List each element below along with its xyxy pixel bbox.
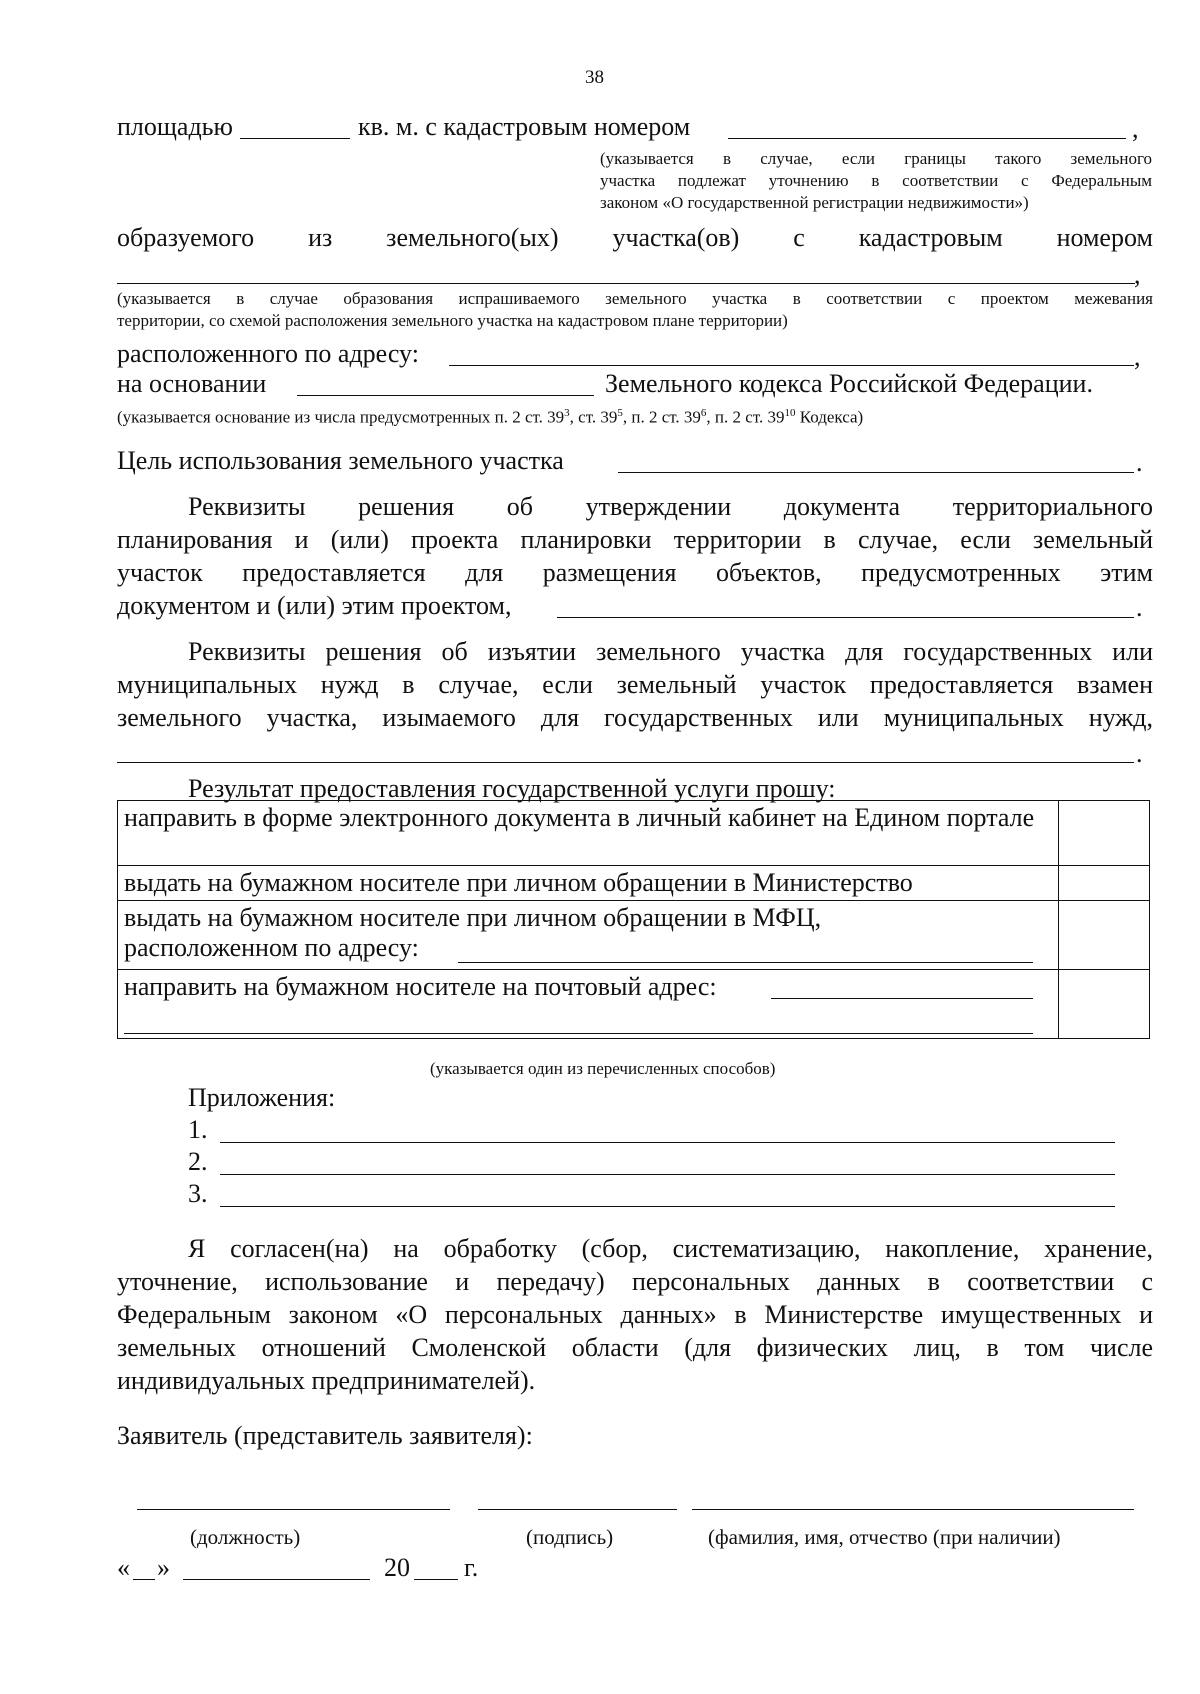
word: кадастровым bbox=[858, 223, 1003, 252]
withdrawal-paragraph-line: муниципальных нужд в случае, если земельный участок предоставляется взамен bbox=[117, 670, 1153, 699]
cadastral-number-field[interactable] bbox=[728, 138, 1126, 139]
withdrawal-details-field[interactable] bbox=[117, 762, 1134, 763]
address-field[interactable] bbox=[449, 365, 1134, 366]
position-caption: (должность) bbox=[190, 1525, 301, 1549]
word: номером bbox=[1056, 223, 1153, 252]
result-heading: Результат предоставления государственной услуги прошу: bbox=[188, 774, 836, 803]
table-row bbox=[118, 866, 1150, 901]
table-row bbox=[118, 970, 1150, 1039]
attachment-field[interactable] bbox=[220, 1206, 1115, 1207]
purpose-field[interactable] bbox=[618, 472, 1134, 473]
dot: . bbox=[1136, 448, 1143, 477]
cadastral-label: кв. м. с кадастровым номером bbox=[358, 112, 691, 141]
signature-caption: (подпись) bbox=[526, 1525, 614, 1549]
planning-paragraph-line: участок предоставляется для размещения объектов, предусмотренных этим bbox=[117, 558, 1153, 587]
formed-from-line bbox=[117, 222, 1153, 254]
consent-line: Федеральным законом «О персональных данных» в Министерстве имущественных и bbox=[117, 1300, 1153, 1329]
applicant-label: Заявитель (представитель заявителя): bbox=[117, 1421, 533, 1450]
option-label: расположенном по адресу: bbox=[124, 933, 419, 962]
day-field[interactable] bbox=[133, 1579, 155, 1580]
table-row bbox=[118, 801, 1150, 866]
area-label: площадью bbox=[117, 112, 233, 141]
consent-line: земельных отношений Смоленской области (для физических лиц, в том числе bbox=[117, 1333, 1153, 1362]
attachment-number: 3. bbox=[188, 1179, 208, 1208]
option-mail bbox=[118, 970, 1059, 1039]
comma: , bbox=[1134, 260, 1141, 289]
address-label: расположенного по адресу: bbox=[117, 339, 419, 368]
word: с bbox=[793, 223, 805, 252]
table-row bbox=[118, 901, 1150, 970]
attachment-number: 1. bbox=[188, 1115, 208, 1144]
option-ministry bbox=[118, 866, 1059, 901]
planning-paragraph-line: планирования и (или) проекта планировки территории в случае, если земельный bbox=[117, 525, 1153, 554]
full-name-caption: (фамилия, имя, отчество (при наличии) bbox=[708, 1525, 1061, 1549]
dot: . bbox=[1136, 593, 1143, 622]
withdrawal-paragraph-line: земельного участка, изымаемого для государственных или муниципальных нужд, bbox=[117, 703, 1153, 732]
basis-suffix: Земельного кодекса Российской Федерации. bbox=[605, 369, 1093, 398]
date-close-quote: » bbox=[157, 1553, 170, 1582]
planning-paragraph-line: Реквизиты решения об утверждении документа территориального bbox=[188, 492, 1153, 521]
mail-address-field-2[interactable] bbox=[124, 1033, 1033, 1034]
basis-field[interactable] bbox=[297, 395, 594, 396]
option-electronic-checkbox[interactable] bbox=[1059, 801, 1150, 866]
word: из bbox=[308, 223, 333, 252]
word: земельного(ых) bbox=[386, 223, 559, 252]
option-label: выдать на бумажном носителе при личном обращении в Министерство bbox=[124, 868, 913, 897]
consent-line: уточнение, использование и передачу) персональных данных в соответствии с bbox=[117, 1267, 1153, 1296]
withdrawal-paragraph-line: Реквизиты решения об изъятии земельного участка для государственных или bbox=[188, 637, 1153, 666]
full-name-field[interactable] bbox=[692, 1509, 1134, 1510]
planning-paragraph-line: документом и (или) этим проектом, bbox=[117, 591, 512, 620]
option-mfc bbox=[118, 901, 1059, 970]
year-suffix: г. bbox=[464, 1553, 479, 1582]
date-open-quote: « bbox=[117, 1553, 130, 1582]
basis-note: (указывается основание из числа предусмотренных п. 2 ст. $39^3$, ст. $39^5$, п. 2 ст. $39^6$, п. 2 ст. $39^{10}$ Кодекса) bbox=[117, 407, 864, 427]
attachments-heading: Приложения: bbox=[188, 1083, 336, 1112]
attachment-field[interactable] bbox=[220, 1174, 1115, 1175]
basis-label: на основании bbox=[117, 369, 267, 398]
word: участка(ов) bbox=[612, 223, 740, 252]
option-label: направить в форме электронного документа в личный кабинет на Едином портале bbox=[124, 803, 1035, 832]
attachment-field[interactable] bbox=[220, 1142, 1115, 1143]
year-prefix: 20 bbox=[384, 1553, 410, 1582]
comma: , bbox=[1132, 114, 1139, 143]
cadastral-note-3: законом «О государственной регистрации недвижимости») bbox=[600, 193, 1029, 212]
area-field[interactable] bbox=[240, 138, 350, 139]
mfc-address-field[interactable] bbox=[458, 962, 1033, 963]
option-label: выдать на бумажном носителе при личном обращении в МФЦ, bbox=[124, 903, 822, 932]
page-number: 38 bbox=[585, 67, 604, 88]
source-parcel-field[interactable] bbox=[117, 283, 1135, 284]
word: образуемого bbox=[117, 223, 255, 252]
mail-address-field[interactable] bbox=[771, 998, 1033, 999]
cadastral-note-1: (указывается в случае, если границы такого земельного bbox=[600, 149, 1152, 168]
formed-note-1: (указывается в случае образования испрашиваемого земельного участка в соответствии с проектом межевания bbox=[117, 289, 1153, 308]
result-note: (указывается один из перечисленных способов) bbox=[430, 1059, 776, 1078]
option-electronic bbox=[118, 801, 1059, 866]
signature-field[interactable] bbox=[478, 1509, 677, 1510]
option-mfc-checkbox[interactable] bbox=[1059, 901, 1150, 970]
consent-line: Я согласен(на) на обработку (сбор, систематизацию, накопление, хранение, bbox=[188, 1234, 1153, 1263]
cadastral-note-2: участка подлежат уточнению в соответствии с Федеральным bbox=[600, 171, 1152, 190]
month-field[interactable] bbox=[183, 1579, 370, 1580]
option-ministry-checkbox[interactable] bbox=[1059, 866, 1150, 901]
option-label: направить на бумажном носителе на почтовый адрес: bbox=[124, 972, 717, 1001]
consent-line: индивидуальных предпринимателей). bbox=[117, 1366, 536, 1395]
result-options-table bbox=[117, 800, 1150, 1039]
attachment-number: 2. bbox=[188, 1147, 208, 1176]
dot: . bbox=[1136, 739, 1143, 768]
option-mail-checkbox[interactable] bbox=[1059, 970, 1150, 1039]
comma: , bbox=[1134, 342, 1141, 371]
formed-note-2: территории, со схемой расположения земельного участка на кадастровом плане территории) bbox=[117, 311, 788, 330]
purpose-label: Цель использования земельного участка bbox=[117, 446, 564, 475]
planning-details-field[interactable] bbox=[557, 617, 1134, 618]
year-field[interactable] bbox=[414, 1579, 458, 1580]
position-field[interactable] bbox=[137, 1509, 450, 1510]
